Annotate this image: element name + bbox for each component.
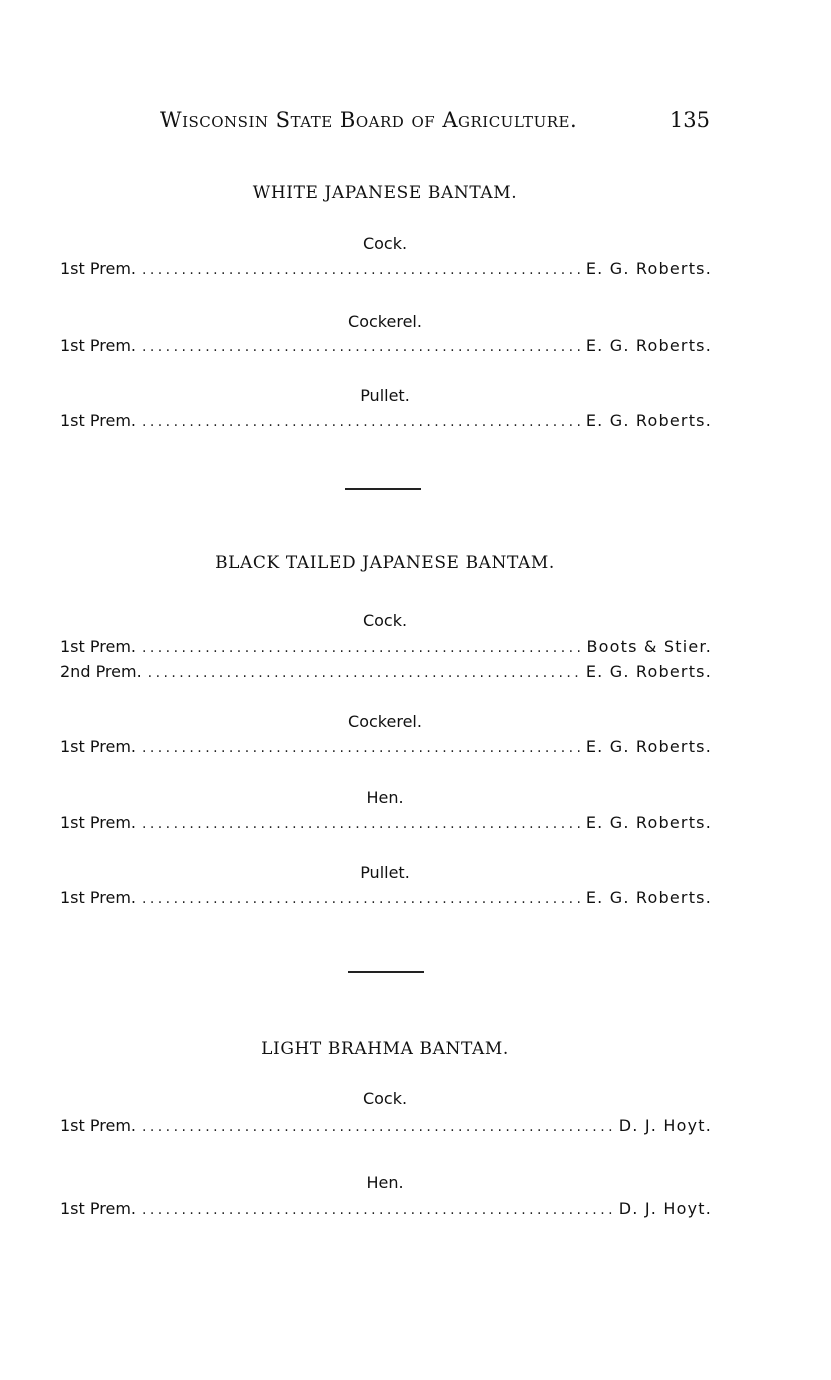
section-title: BLACK TAILED JAPANESE BANTAM. (215, 553, 555, 573)
award-rank: 1st Prem. (60, 336, 136, 355)
award-winner: E. G. Roberts. (585, 737, 712, 756)
award-row (60, 411, 712, 433)
award-winner: E. G. Roberts. (585, 888, 712, 907)
dot-leader (142, 1119, 616, 1135)
running-title: Wisconsin State Board of Agriculture. (160, 108, 578, 132)
section-divider (348, 971, 424, 973)
award-row (60, 662, 712, 684)
class-heading-pullet: Pullet. (360, 863, 410, 882)
class-heading-cockerel: Cockerel. (348, 312, 422, 331)
award-rank: 1st Prem. (60, 737, 136, 756)
award-row (60, 1199, 712, 1221)
dot-leader (142, 891, 583, 907)
award-row (60, 259, 712, 281)
class-heading-hen: Hen. (366, 1173, 404, 1192)
award-rank: 2nd Prem. (60, 662, 142, 681)
class-heading-hen: Hen. (366, 788, 404, 807)
award-row (60, 737, 712, 759)
dot-leader (142, 262, 583, 278)
award-winner: E. G. Roberts. (585, 411, 712, 430)
page-number: 135 (669, 108, 710, 132)
dot-leader (142, 339, 583, 355)
class-heading-cock: Cock. (362, 1089, 408, 1108)
award-winner: E. G. Roberts. (585, 259, 712, 278)
class-heading-cock: Cock. (362, 234, 408, 253)
page-header (160, 108, 710, 138)
section-divider (345, 488, 421, 490)
award-rank: 1st Prem. (60, 1116, 136, 1135)
award-winner: E. G. Roberts. (585, 662, 712, 681)
award-rank: 1st Prem. (60, 1199, 136, 1218)
award-winner: D. J. Hoyt. (618, 1199, 712, 1218)
class-heading-pullet: Pullet. (360, 386, 410, 405)
dot-leader (142, 816, 583, 832)
award-winner: Boots & Stier. (586, 637, 712, 656)
award-winner: E. G. Roberts. (585, 336, 712, 355)
award-winner: E. G. Roberts. (585, 813, 712, 832)
class-heading-cock: Cock. (362, 611, 408, 630)
award-row (60, 888, 712, 910)
dot-leader (142, 640, 583, 656)
award-rank: 1st Prem. (60, 411, 136, 430)
award-rank: 1st Prem. (60, 637, 136, 656)
award-row (60, 813, 712, 835)
award-rank: 1st Prem. (60, 813, 136, 832)
award-row (60, 1116, 712, 1138)
section-title: WHITE JAPANESE BANTAM. (252, 183, 518, 203)
dot-leader (148, 665, 583, 681)
award-rank: 1st Prem. (60, 888, 136, 907)
dot-leader (142, 414, 583, 430)
class-heading-cockerel: Cockerel. (348, 712, 422, 731)
award-row (60, 637, 712, 659)
award-winner: D. J. Hoyt. (618, 1116, 712, 1135)
award-row (60, 336, 712, 358)
dot-leader (142, 740, 583, 756)
dot-leader (142, 1202, 616, 1218)
section-title: LIGHT BRAHMA BANTAM. (261, 1039, 509, 1059)
award-rank: 1st Prem. (60, 259, 136, 278)
